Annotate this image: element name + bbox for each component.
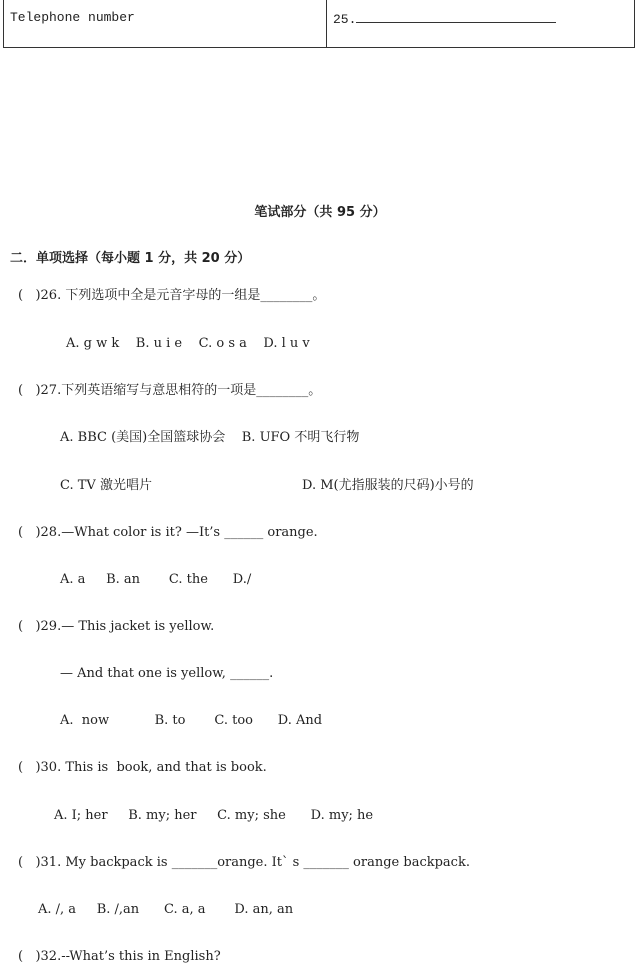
- question-line: ( )29.— This jacket is yellow.: [18, 619, 215, 634]
- option-line: C. TV 激光唱片: [60, 478, 152, 493]
- option-line: A. /, a B. /,an C. a, a D. an, an: [38, 902, 294, 917]
- info-table: [3, 0, 635, 48]
- question-line: ( )28.—What color is it? —It’s ______ orange.: [18, 525, 318, 540]
- part-title: 二．单项选择（每小题 1 分，共 20 分）: [10, 251, 251, 266]
- question-line: ( )31. My backpack is _______orange. It` s _______ orange backpack.: [18, 855, 470, 870]
- option-line: — And that one is yellow, ______.: [60, 666, 274, 681]
- question-line: ( )26. 下列选项中全是元音字母的一组是________。: [18, 288, 326, 303]
- option-line: A. BBC (美国)全国篮球协会 B. UFO 不明飞行物: [60, 430, 360, 445]
- question-line: ( )32.--What’s this in English?: [18, 949, 221, 964]
- option-line: A. I; her B. my; her C. my; she D. my; he: [54, 808, 374, 823]
- section-title: 笔试部分（共 95 分）: [254, 205, 386, 220]
- option-line: A. g w k B. u i e C. o s a D. l u v: [66, 336, 310, 351]
- question-line: ( )30. This is book, and that is book.: [18, 760, 267, 775]
- question-number: 25.: [333, 12, 357, 27]
- question-line: ( )27.下列英语缩写与意思相符的一项是________。: [18, 383, 322, 398]
- telephone-label: Telephone number: [4, 0, 327, 48]
- telephone-answer-cell[interactable]: [327, 0, 635, 48]
- option-line: A. now B. to C. too D. And: [60, 713, 323, 728]
- answer-blank[interactable]: [356, 10, 556, 23]
- option-line: A. a B. an C. the D./: [60, 572, 252, 587]
- option-line: D. M(尤指服装的尺码)小号的: [302, 478, 474, 493]
